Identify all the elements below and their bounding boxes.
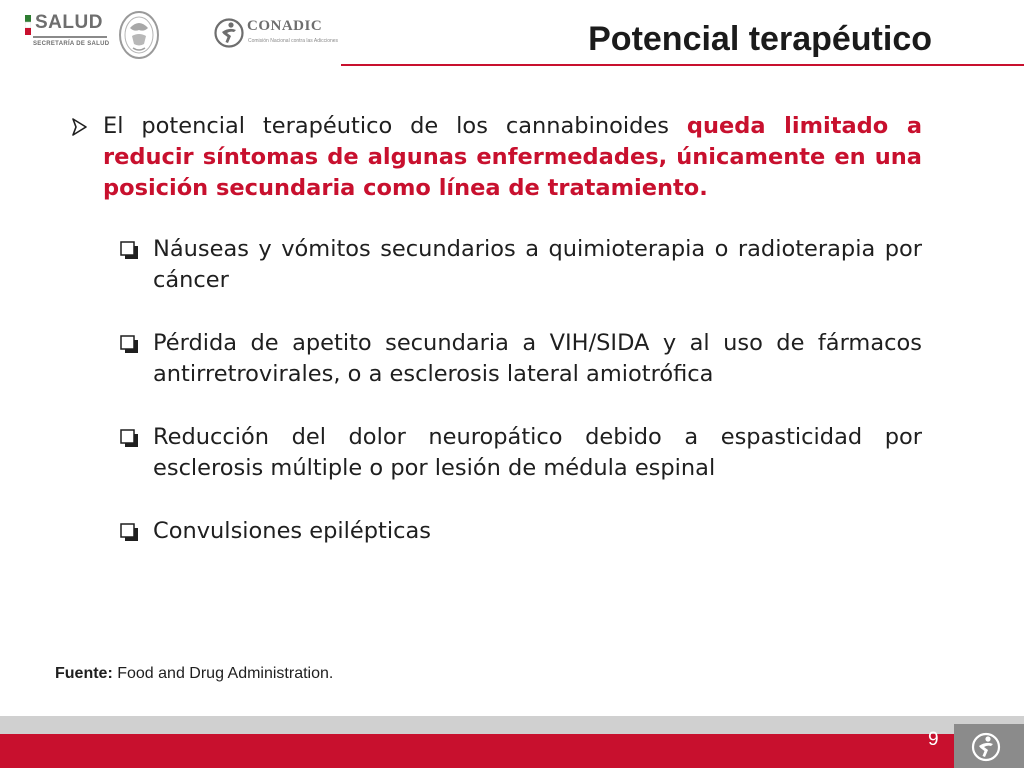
- list-item: [70, 328, 922, 390]
- list-item-text: Pérdida de apetito secundaria a VIH/SIDA y al uso de fármacos antirretrovirales, o a esclerosis lateral amiotrófica: [153, 330, 922, 387]
- source-text: Food and Drug Administration.: [112, 665, 334, 682]
- checkbox-bullet-icon: [120, 241, 139, 260]
- page-title: Potencial terapéutico: [588, 20, 932, 58]
- list-item: [70, 422, 922, 484]
- checkbox-bullet-icon: [120, 335, 139, 354]
- page-number: 9: [928, 729, 939, 750]
- arrow-bullet-icon: [70, 118, 88, 136]
- salud-logo-subtitle: SECRETARÍA DE SALUD: [33, 41, 110, 47]
- conadic-logo-name: CONADIC: [247, 18, 323, 34]
- checkbox-bullet-icon: [120, 429, 139, 448]
- list-item-text: Reducción del dolor neuropático debido a espasticidad por esclerosis múltiple o por lesión de médula espinal: [153, 424, 922, 481]
- lead-paragraph: [70, 111, 922, 204]
- salud-logo: [25, 12, 109, 54]
- conadic-logo-subtitle: Comisión Nacional contra las Adicciones: [248, 38, 339, 44]
- list-item-text: Convulsiones epilépticas: [153, 518, 431, 544]
- footer-grey-band: [0, 716, 1024, 734]
- lead-text: El potencial terapéutico de los cannabinoides: [103, 113, 687, 139]
- conadic-logo-icon: [214, 17, 244, 49]
- footer-logo-badge: [954, 724, 1024, 768]
- source-note: [55, 665, 333, 683]
- list-item: [70, 234, 922, 296]
- salud-logo-name: SALUD: [35, 12, 103, 33]
- slide-content: [70, 111, 922, 547]
- source-label: Fuente:: [55, 665, 113, 682]
- mexico-seal-icon: [118, 10, 160, 60]
- conadic-logo-icon: [970, 731, 1002, 763]
- list-item-text: Náuseas y vómitos secundarios a quimioterapia o radioterapia por cáncer: [153, 236, 922, 293]
- flag-stripe-icon: [25, 15, 31, 35]
- conadic-logo: [214, 17, 339, 53]
- footer-red-band: [0, 734, 1024, 768]
- checkbox-bullet-icon: [120, 523, 139, 542]
- condition-list: [70, 234, 922, 547]
- list-item: [70, 516, 922, 547]
- lead-highlight: queda limitado a reducir síntomas de algunas enfermedades, únicamente en una posición secundaria como línea de tratamiento.: [103, 113, 923, 201]
- salud-logo-divider: [33, 36, 107, 38]
- title-underline: [341, 64, 1024, 66]
